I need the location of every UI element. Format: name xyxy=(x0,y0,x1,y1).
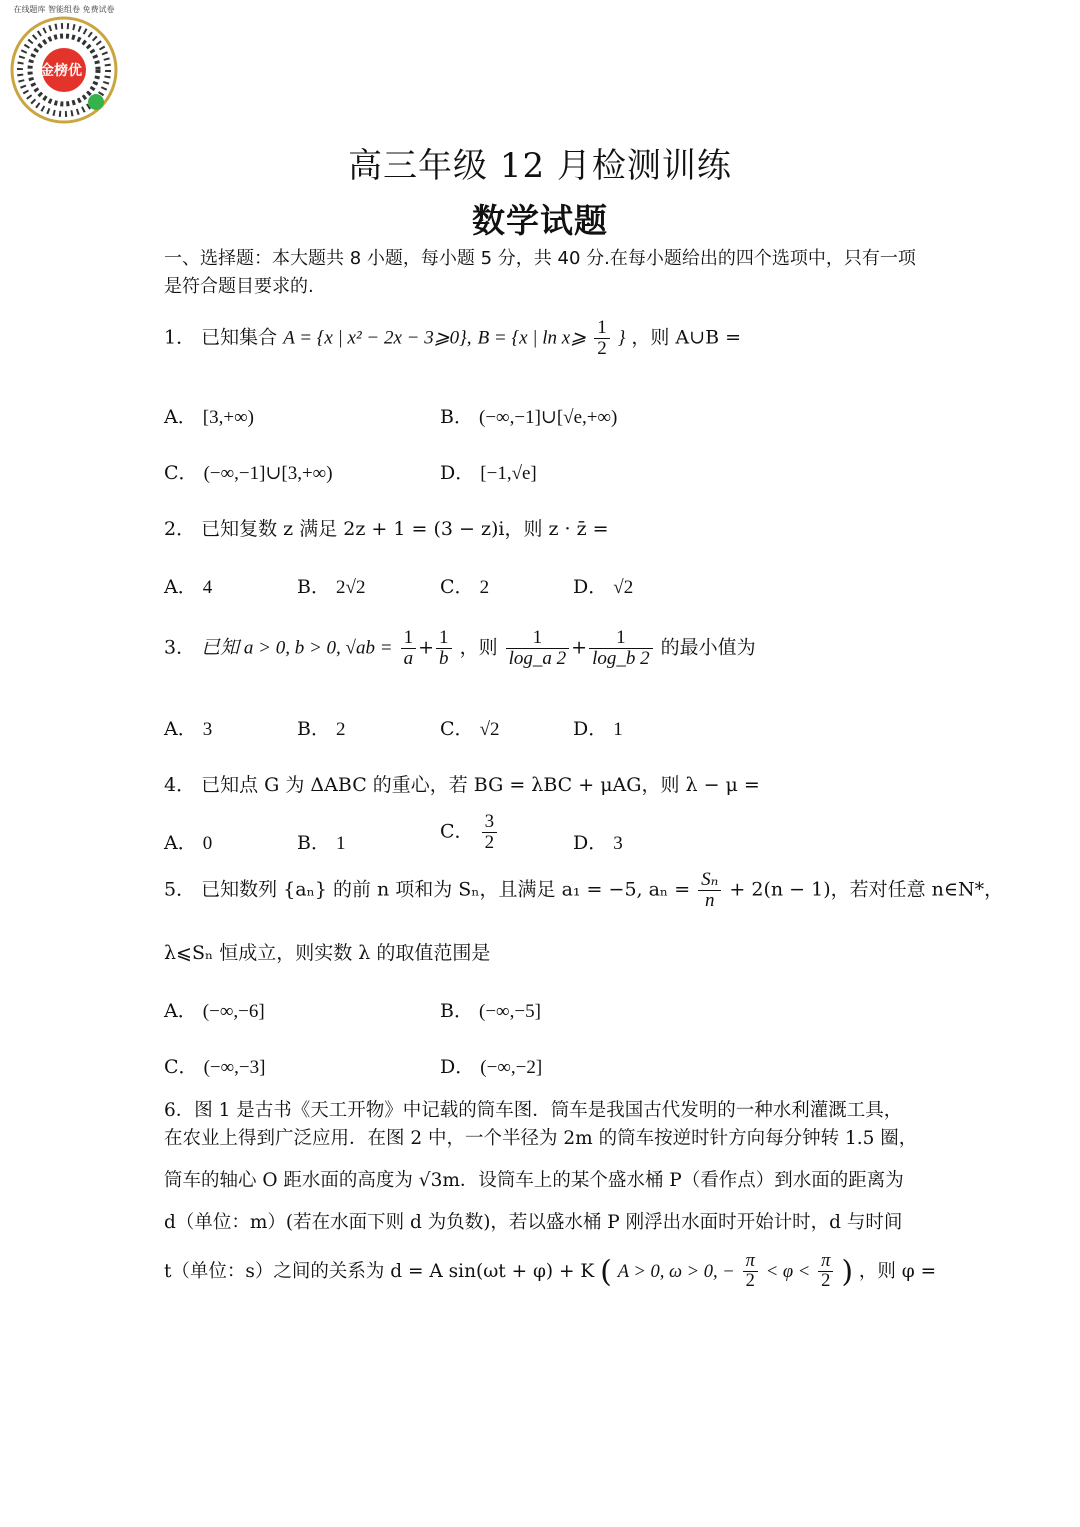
option-text: 1 xyxy=(613,719,623,740)
option-text: (−∞,−1]∪[√e,+∞) xyxy=(479,407,618,428)
exam-title: 高三年级 12 月检测训练 xyxy=(348,146,732,186)
q3-option-d[interactable] xyxy=(573,714,623,741)
question-number: 5． xyxy=(164,878,196,901)
question-tail: ，则 φ = xyxy=(858,1260,937,1282)
q3-option-c[interactable] xyxy=(440,714,500,741)
paren-open: ( xyxy=(600,1254,612,1290)
option-text: [3,+∞) xyxy=(202,407,254,428)
option-label: C． xyxy=(164,462,198,484)
option-label: B． xyxy=(297,718,330,740)
question-number: 3． xyxy=(164,636,196,659)
option-text: (−∞,−3] xyxy=(203,1057,266,1078)
q4-option-c[interactable] xyxy=(440,812,499,853)
section-intro: 一、选择题：本大题共 8 小题，每小题 5 分，共 40 分.在每小题给出的四个选项中，只有一项是符合题目要求的. xyxy=(164,248,916,297)
formula-text: t（单位：s）之间的关系为 d = A sin(ωt + φ) + K xyxy=(164,1260,595,1282)
option-text: 3 xyxy=(202,719,213,740)
option-label: C． xyxy=(164,1056,198,1078)
frac-numerator: 3 xyxy=(482,812,498,833)
option-text: 4 xyxy=(202,577,213,598)
condition-text-mid: < φ < xyxy=(765,1261,811,1282)
plus-sign: + xyxy=(571,636,588,659)
question-2 xyxy=(164,514,609,541)
q1-option-c[interactable] xyxy=(164,458,333,485)
question-1 xyxy=(164,318,741,359)
q2-option-a[interactable] xyxy=(164,572,212,599)
option-label: D． xyxy=(573,718,608,740)
question-5 xyxy=(164,870,1003,911)
option-text: (−∞,−1]∪[3,+∞) xyxy=(203,463,333,484)
option-label: D． xyxy=(573,832,608,854)
question-text: 已知集合 xyxy=(201,326,278,349)
question-4 xyxy=(164,770,760,797)
option-text: 3 xyxy=(613,833,623,854)
q2-option-d[interactable] xyxy=(573,572,633,599)
frac-denominator: log_b 2 xyxy=(592,647,650,669)
frac-denominator: 2 xyxy=(821,1271,831,1292)
q5-option-b[interactable] xyxy=(440,996,541,1023)
question-text: 已知 a > 0, b > 0, √ab = xyxy=(201,637,393,659)
question-text-mid: ，则 xyxy=(459,636,498,659)
q2-option-b[interactable] xyxy=(297,572,365,599)
q5-option-c[interactable] xyxy=(164,1052,265,1079)
option-text: 2 xyxy=(336,719,346,740)
frac-numerator: 1 xyxy=(506,628,570,649)
option-label: B． xyxy=(297,576,330,598)
option-label: B． xyxy=(297,832,330,854)
option-label: C． xyxy=(440,576,474,598)
question-6-line3: 筒车的轴心 O 距水面的高度为 √3m．设筒车上的某个盛水桶 P（看作点）到水面的距离为 xyxy=(164,1170,904,1191)
question-number: 2． xyxy=(164,518,196,540)
option-label: C． xyxy=(440,718,474,740)
set-a: A = {x | x² − 2x − 3⩾0}, xyxy=(283,327,472,349)
frac-denominator: b xyxy=(439,647,449,669)
option-label: D． xyxy=(440,1056,475,1078)
question-tail: + 2(n − 1)，若对任意 n∈N*， xyxy=(729,878,1004,901)
question-number: 4． xyxy=(164,774,196,796)
frac-denominator: a xyxy=(403,647,414,669)
set-b: B = {x | ln x⩾ xyxy=(477,327,587,349)
frac-numerator: 1 xyxy=(589,628,653,649)
q4-option-b[interactable] xyxy=(297,828,346,855)
option-label: B． xyxy=(440,1000,473,1022)
frac-denominator: 2 xyxy=(484,831,495,853)
q3-option-b[interactable] xyxy=(297,714,346,741)
frac-numerator: π xyxy=(818,1252,833,1272)
frac-denominator: 2 xyxy=(745,1271,755,1292)
frac-denominator: log_a 2 xyxy=(508,647,567,669)
option-text: 2√2 xyxy=(336,577,366,598)
frac-numerator: π xyxy=(743,1252,758,1272)
frac-numerator: 1 xyxy=(594,318,610,339)
option-label: C． xyxy=(440,820,474,843)
frac-numerator: 1 xyxy=(436,628,452,649)
option-label: A． xyxy=(164,406,197,428)
badge-ring-text: 在线题库 智能组卷 免费试卷 xyxy=(13,5,115,14)
option-label: D． xyxy=(440,462,475,484)
option-label: A． xyxy=(164,832,197,854)
frac-denominator: n xyxy=(705,889,715,911)
option-label: A． xyxy=(164,576,197,598)
set-b-close: } xyxy=(617,327,626,349)
option-text: 0 xyxy=(202,833,213,854)
option-text: (−∞,−6] xyxy=(202,1001,265,1022)
q3-option-a[interactable] xyxy=(164,714,212,741)
q5-option-a[interactable] xyxy=(164,996,265,1023)
question-number: 1． xyxy=(164,326,196,349)
option-label: A． xyxy=(164,718,197,740)
condition-text: A > 0, ω > 0, − xyxy=(617,1261,735,1282)
question-text: 已知点 G 为 ΔABC 的重心，若 BG = λBC + μAG，则 λ − μ = xyxy=(201,774,760,796)
option-text: (−∞,−2] xyxy=(480,1057,543,1078)
option-text: (−∞,−5] xyxy=(479,1001,541,1022)
question-text: 已知数列 {aₙ} 的前 n 项和为 Sₙ，且满足 a₁ = −5, aₙ = xyxy=(201,878,691,901)
question-tail: ，则 A∪B = xyxy=(631,326,741,349)
q4-option-a[interactable] xyxy=(164,828,212,855)
question-3 xyxy=(164,628,756,669)
q5-option-d[interactable] xyxy=(440,1052,542,1079)
option-label: A． xyxy=(164,1000,197,1022)
option-label: B． xyxy=(440,406,473,428)
question-6-line2: 在农业上得到广泛应用．在图 2 中，一个半径为 2m 的筒车按逆时针方向每分钟转 1.5 圈， xyxy=(164,1128,918,1149)
question-6-line5 xyxy=(164,1252,936,1292)
question-6-line4: d（单位：m）(若在水面下则 d 为负数)，若以盛水桶 P 刚浮出水面时开始计时，d 与时间 xyxy=(164,1212,903,1233)
brand-badge xyxy=(8,5,120,126)
option-label: D． xyxy=(573,576,608,598)
q4-option-d[interactable] xyxy=(573,828,623,855)
q1-option-a[interactable] xyxy=(164,402,254,429)
q1-option-b[interactable] xyxy=(440,402,617,429)
option-text: 1 xyxy=(336,833,346,854)
option-text: 2 xyxy=(479,577,490,598)
q2-option-c[interactable] xyxy=(440,572,489,599)
frac-denominator: 2 xyxy=(597,337,607,359)
plus-sign: + xyxy=(418,636,435,659)
frac-numerator: Sₙ xyxy=(698,870,721,891)
question-tail: 的最小值为 xyxy=(660,636,756,659)
option-text: [−1,√e] xyxy=(480,463,537,484)
option-text: √2 xyxy=(613,577,634,598)
exam-subtitle: 数学试题 xyxy=(472,201,608,240)
badge-text: 金榜优 xyxy=(40,63,82,79)
option-text: √2 xyxy=(479,719,500,740)
question-text: 已知复数 z 满足 2z + 1 = (3 − z)i，则 z · z̄ = xyxy=(201,518,609,540)
paren-close: ) xyxy=(841,1254,854,1290)
frac-numerator: 1 xyxy=(401,628,417,649)
question-6-line1: 6．图 1 是古书《天工开物》中记载的筒车图．筒车是我国古代发明的一种水利灌溉工具， xyxy=(164,1100,903,1121)
q1-option-d[interactable] xyxy=(440,458,537,485)
question-5-line2: λ⩽Sₙ 恒成立，则实数 λ 的取值范围是 xyxy=(164,942,491,964)
